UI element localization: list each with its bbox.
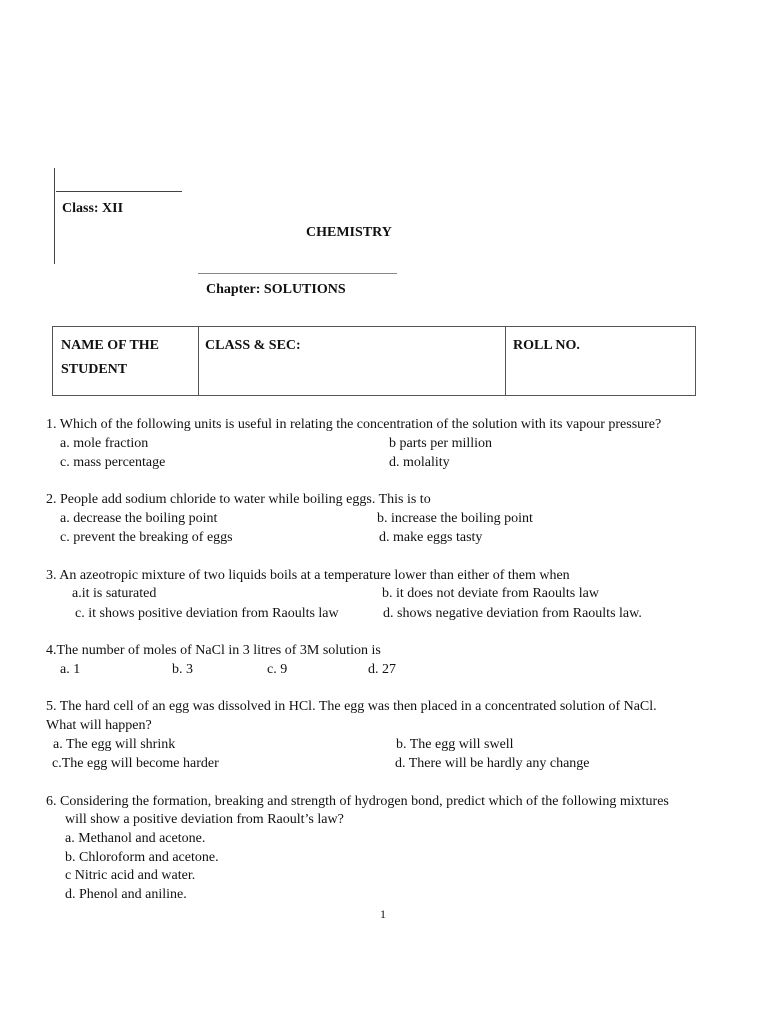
question-4-option-d: d. 27 bbox=[368, 662, 396, 677]
question-3-stem: 3. An azeotropic mixture of two liquids boils at a temperature lower than either of them when bbox=[46, 568, 570, 583]
subject-title: CHEMISTRY bbox=[306, 225, 392, 240]
question-4-stem: 4.The number of moles of NaCl in 3 litres of 3M solution is bbox=[46, 643, 381, 658]
question-5-option-b: b. The egg will swell bbox=[396, 737, 514, 752]
class-sec-label: CLASS & SEC: bbox=[205, 338, 301, 353]
question-1-option-c: c. mass percentage bbox=[60, 455, 166, 470]
question-3-option-a: a.it is saturated bbox=[72, 586, 157, 601]
question-2-stem: 2. People add sodium chloride to water while boiling eggs. This is to bbox=[46, 492, 431, 507]
question-2-option-c: c. prevent the breaking of eggs bbox=[60, 530, 233, 545]
student-info-table bbox=[52, 326, 696, 396]
question-2-option-a: a. decrease the boiling point bbox=[60, 511, 218, 526]
table-divider-1 bbox=[198, 327, 199, 395]
question-6-option-c: c Nitric acid and water. bbox=[65, 868, 196, 883]
name-label-line2: STUDENT bbox=[61, 362, 128, 377]
question-5-stem: 5. The hard cell of an egg was dissolved in HCl. The egg was then placed in a concentrated solution of NaCl. bbox=[46, 699, 657, 714]
question-3-option-d: d. shows negative deviation from Raoults law. bbox=[383, 606, 642, 621]
question-6-option-b: b. Chloroform and acetone. bbox=[65, 850, 219, 865]
question-6-stem-line2: will show a positive deviation from Raoult’s law? bbox=[65, 812, 344, 827]
question-5-option-a: a. The egg will shrink bbox=[53, 737, 176, 752]
question-6-option-d: d. Phenol and aniline. bbox=[65, 887, 187, 902]
chapter-title: Chapter: SOLUTIONS bbox=[206, 282, 346, 297]
question-4-option-a: a. 1 bbox=[60, 662, 81, 677]
header-top-rule bbox=[56, 191, 182, 192]
question-2-option-d: d. make eggs tasty bbox=[379, 530, 483, 545]
question-1-option-d: d. molality bbox=[389, 455, 450, 470]
header-left-vertical-line bbox=[54, 168, 55, 264]
question-1-stem: 1. Which of the following units is useful in relating the concentration of the solution with its vapour pressure? bbox=[46, 417, 662, 432]
page-number: 1 bbox=[380, 907, 386, 921]
question-1-option-a: a. mole fraction bbox=[60, 436, 149, 451]
chapter-rule bbox=[198, 273, 397, 274]
question-5-option-d: d. There will be hardly any change bbox=[395, 756, 590, 771]
question-2-option-b: b. increase the boiling point bbox=[377, 511, 533, 526]
class-label: Class: XII bbox=[62, 201, 124, 216]
table-divider-2 bbox=[505, 327, 506, 395]
question-4-option-c: c. 9 bbox=[267, 662, 288, 677]
question-1-option-b: b parts per million bbox=[389, 436, 493, 451]
question-3-option-c: c. it shows positive deviation from Raoults law bbox=[75, 606, 339, 621]
question-5-option-c: c.The egg will become harder bbox=[52, 756, 219, 771]
question-6-stem: 6. Considering the formation, breaking and strength of hydrogen bond, predict which of the following mixtures bbox=[46, 794, 669, 809]
question-3-option-b: b. it does not deviate from Raoults law bbox=[382, 586, 599, 601]
question-4-option-b: b. 3 bbox=[172, 662, 193, 677]
question-6-option-a: a. Methanol and acetone. bbox=[65, 831, 206, 846]
roll-no-label: ROLL NO. bbox=[513, 338, 580, 353]
name-label: NAME OF THE bbox=[61, 338, 160, 353]
question-5-stem-line2: What will happen? bbox=[46, 718, 152, 733]
